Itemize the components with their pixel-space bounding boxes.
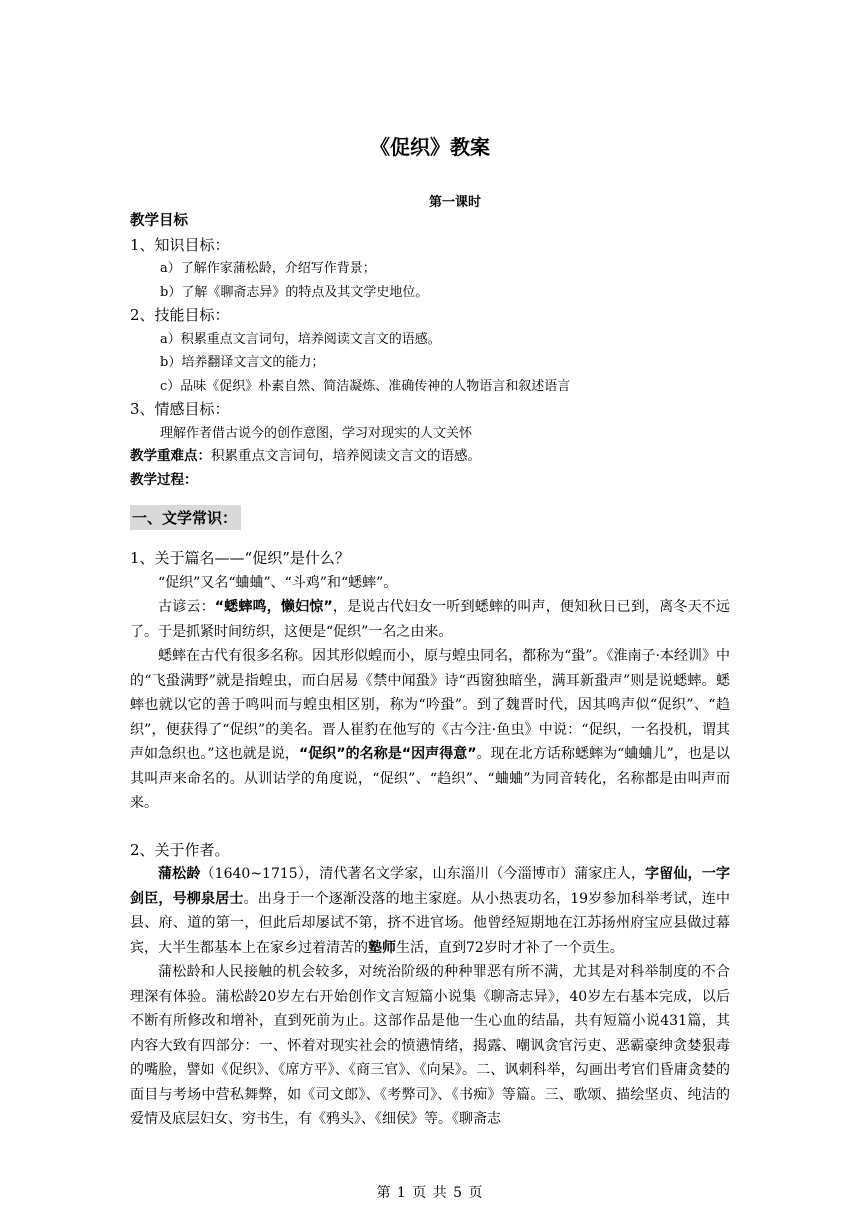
skill-goal-b: b）培养翻译文言文的能力；: [160, 355, 325, 370]
paragraph-aliases: “促织”又名“蛐蛐”、“斗鸡”和“蟋蟀”。: [158, 574, 398, 591]
skill-goal-c: c）品味《促织》朴素自然、简洁凝炼、准确传神的人物语言和叙述语言: [160, 378, 571, 394]
emotion-goal-text: 理解作者借古说今的创作意图，学习对现实的人文关怀: [160, 425, 473, 441]
page-footer: 第 1 页 共 5 页: [376, 1185, 484, 1201]
skill-goal-title: 2、技能目标：: [130, 306, 230, 324]
proverb-intro: 古谚云：: [158, 599, 215, 615]
objectives-heading: 教学目标: [130, 213, 188, 229]
author-styles: 字留仙，一字剑臣，号柳泉居士: [130, 866, 730, 907]
proverb-explanation: ，是说古代妇女一听到蟋蟀的叫声，便知秋日已到，离冬天不远了。于是抓紧时间纺织，这便是“促织”一名之由来。: [130, 599, 731, 640]
paragraph-etymology: [130, 644, 730, 816]
author-name: 蒲松龄: [158, 866, 201, 882]
author-bio-text-3: 生活，直到72岁时才补了一个贡生。: [396, 939, 624, 956]
skill-goal-a: a）积累重点文言词句，培养阅读文言文的语感。: [160, 331, 441, 347]
key-points-text: 积累重点文言词句，培养阅读文言文的语感。: [211, 448, 481, 464]
author-occupation: 塾师: [368, 939, 396, 956]
etymology-emphasis: “促织”的名称是“因声得意”: [298, 746, 477, 762]
paragraph-author-bio: [130, 862, 730, 960]
key-points: [130, 445, 730, 469]
knowledge-goal-a: a）了解作家蒲松龄，介绍写作背景；: [160, 261, 376, 276]
author-bio-text-2: 。出身于一个逐渐没落的地主家庭。从小热衷功名，19岁参加科举考试，连中县、府、道的第一，但此后却屡试不第，挤不进官场。他曾经短期地在江苏扬州府宝应县做过幕宾，大半生都基本上在家乡过着清苦的: [130, 890, 731, 956]
paragraph-liaozhai: 蒲松龄和人民接触的机会较多，对统治阶级的种种罪恶有所不满，尤其是对科举制度的不合理深有体验。蒲松龄20岁左右开始创作文言短篇小说集《聊斋志异》，40岁左右基本完成，以后不断有所修改和增补，直到死前为止。这部作品是他一生心血的结晶，共有短篇小说431篇，其内容大致有四部分：一、怀着对现实社会的愤懑情绪，揭露、嘲讽贪官污吏、恶霸豪绅贪婪狠毒的嘴脸，譬如《促织》、《席方平》、《商三官》、《向杲》。二、讽刺科举，勾画出考官们昏庸贪婪的面目与考场中营私舞弊，如《司文郎》、《考弊司》、《书痴》等篇。三、歌颂、描绘坚贞、纯洁的爱情及底层妇女、穷书生，有《鸦头》、《细侯》等。《聊斋志: [130, 964, 730, 1127]
lesson-subtitle: 第一课时: [428, 195, 481, 210]
proverb-quote: “蟋蟀鸣，懒妇惊”: [214, 599, 333, 615]
key-points-label: 教学重难点：: [130, 448, 211, 464]
question-title-name: 1、关于篇名——“促织”是什么？: [130, 549, 350, 567]
etymology-text: 蟋蟀在古代有很多名称。因其形似蝗而小，原与蝗虫同名，都称为“蛩”。《淮南子·本经训》中的“飞蛩满野”就是指蝗虫，而白居易《禁中闻蛩》诗“西窗独暗坐，满耳新蛩声”则是说蟋蟀。蟋蟀也就以它的善于鸣叫而与蝗虫相区别，称为“吟蛩”。到了魏晋时代，因其鸣声似“促织”、“趋织”，便获得了“促织”的美名。晋人崔豹在他写的《古今注·鱼虫》中说：“促织，一名投机，谓其声如急织也。”这也就是说，: [130, 648, 730, 762]
paragraph-proverb: [130, 595, 730, 644]
author-bio-text-1: （1640~1715），清代著名文学家，山东淄川（今淄博市）蒲家庄人，: [200, 866, 646, 882]
section-literature-body: [130, 546, 730, 1132]
process-heading: 教学过程：: [130, 471, 198, 488]
question-author: 2、关于作者。: [130, 840, 230, 859]
objectives-block: [130, 210, 730, 492]
document-title: 《促织》教案: [370, 135, 490, 159]
etymology-text-end: 。现在北方话称蟋蟀为“蛐蛐儿”，也是以其叫声来命名的。从训诂学的角度说，“促织”、“趋织”、“蛐蛐”为同音转化，名称都是由叫声而来。: [130, 746, 730, 811]
section-heading-literature: 一、文学常识：: [130, 505, 241, 530]
emotion-goal-title: 3、情感目标：: [130, 400, 230, 418]
knowledge-goal-b: b）了解《聊斋志异》的特点及其文学史地位。: [160, 284, 429, 300]
knowledge-goal-title: 1、知识目标：: [130, 235, 230, 254]
